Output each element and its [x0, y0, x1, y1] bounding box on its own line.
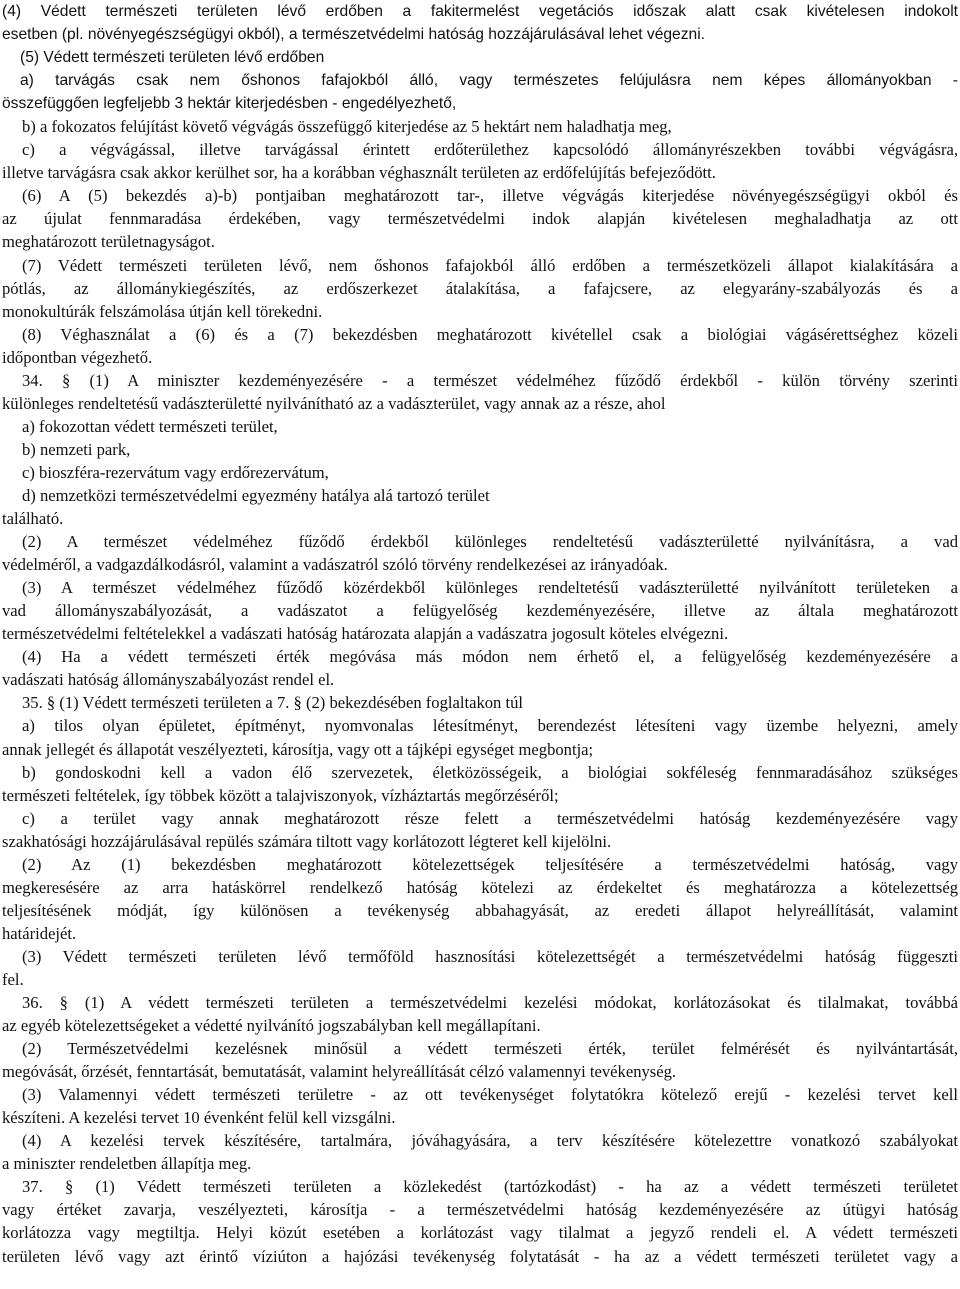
text-line: illetve tarvágásra csak akkor kerülhet sor, ha a korábban véghasznált területen az erdőfelújítás befejeződött.: [2, 163, 716, 183]
text-line: b) nemzeti park,: [22, 439, 131, 459]
text-line: d) nemzetközi természetvédelmi egyezmény hatálya alá tartozó terület: [22, 485, 490, 505]
text-block: [2, 115, 958, 1267]
text-line: határidejét.: [2, 923, 77, 943]
text-line: (8) Véghasználat a (6) és a (7) bekezdésben meghatározott kivétellel csak a biológiai vágásérettséghez közeli: [22, 324, 958, 344]
text-line: fel.: [2, 969, 24, 989]
text-line: (4) Ha a védett természeti érték megóvása más módon nem érhető el, a felügyelőség kezdeményezésére a: [22, 647, 958, 667]
text-line: annak jellegét és állapotát veszélyezteti, károsítja, vagy ott a tájképi egységet megbontja;: [2, 739, 594, 759]
text-line: meghatározott területnagyságot.: [2, 232, 215, 252]
text-line: a miniszter rendeletben állapítja meg.: [2, 1154, 252, 1174]
text-line: az újulat fennmaradása érdekében, vagy természetvédelmi indok alapján kivételesen meghaladhatja az ott: [2, 209, 958, 229]
text-line: 35. § (1) Védett természeti területen a 7. § (2) bekezdésében foglaltakon túl: [22, 693, 524, 713]
text-line: (3) Valamennyi védett természeti területre - az ott tevékenységet folytatókra kötelező erejű - kezelési tervet kell: [22, 1085, 958, 1105]
text-line: monokultúrák felszámolása útján kell törekedni.: [2, 301, 323, 321]
text-line: (4) A kezelési tervek készítésére, tartalmára, jóváhagyására, a terv készítésére kötelezettre vonatkozó szabályokat: [22, 1131, 958, 1151]
text-line: teljesítésének módját, így különösen a tevékenység abbahagyását, az eredeti állapot helyreállítását, valamint: [2, 900, 958, 920]
text-line: (6) A (5) bekezdés a)-b) pontjaiban meghatározott tar-, illetve végvágás kiterjedése növényegészségügyi okból és: [22, 186, 958, 206]
text-line: természeti feltételek, így többek között a talajviszonyok, vízháztartás megőrzéséről;: [2, 785, 559, 805]
text-line: a) fokozottan védett természeti terület,: [22, 416, 278, 436]
text-line: 37. § (1) Védett természeti területen a közlekedést (tartózkodást) - ha az a védett természeti területet: [22, 1177, 958, 1197]
text-line: vadászati hatóság állományszabályozást rendel el.: [2, 670, 335, 690]
text-line: területen lévő vagy azt érintő víziúton a hajózási tevékenység folytatását - ha az a védett természeti területet vagy a: [2, 1246, 958, 1266]
text-line: (4) Védett természeti területen lévő erdőben a fakitermelést vegetációs időszak alatt csak kivételesen indokolt: [2, 3, 958, 20]
text-line: szakhatósági hozzájárulásával repülés számára tiltott vagy korlátozott légteret kell kijelölni.: [2, 831, 612, 851]
text-line: védelméről, a vadgazdálkodásról, valamint a vadászatról szóló törvény rendelkezései az irányadóak.: [2, 555, 668, 575]
text-line: korlátozza vagy megtiltja. Helyi közút esetében a korlátozást vagy tilalmat a jegyző rendeli el. A védett természeti: [2, 1223, 958, 1243]
text-line: időpontban végezhető.: [2, 347, 153, 367]
text-line: megkeresésére az arra hatáskörrel rendelkező hatóság kötelezi az érdekeltet és meghatározza a kötelezettség: [2, 877, 958, 897]
text-line: vad állományszabályozását, a vadászatot a felügyelőség kezdeményezésére, illetve az általa meghatározott: [2, 601, 958, 621]
text-line: (2) Az (1) bekezdésben meghatározott kötelezettségek teljesítésére a természetvédelmi hatóság, vagy: [22, 854, 958, 874]
text-line: 34. § (1) A miniszter kezdeményezésére - a természet védelméhez fűződő érdekből - külön törvény szerinti: [22, 370, 958, 390]
text-line: vagy értéket zavarja, veszélyezteti, károsítja - a természetvédelmi hatóság kezdeményezésére az útügyi hatóság: [2, 1200, 958, 1220]
text-line: különleges rendeltetésű vadászterületté nyilvánítható az a vadászterület, vagy annak az a része, ahol: [2, 393, 666, 413]
text-line: (2) A természet védelméhez fűződő érdekből különleges rendeltetésű vadászterületté nyilvánításra, a vad: [22, 532, 958, 552]
text-line: (3) A természet védelméhez fűződő közérdekből különleges rendeltetésű vadászterületté nyilvánított területeken a: [22, 578, 958, 598]
text-line: esetben (pl. növényegészségügyi okból), a természetvédelmi hatóság hozzájárulásával lehet végezni.: [2, 26, 705, 44]
text-line: (3) Védett természeti területen lévő termőföld hasznosítási kötelezettségét a természetvédelmi hatóság függeszti: [22, 946, 958, 966]
text-line: pótlás, az állománykiegészítés, az erdőszerkezet átalakítása, a fafajcsere, az elegyarány-szabályozás és a: [2, 278, 958, 298]
text-line: (7) Védett természeti területen lévő, nem őshonos fafajokból álló erdőben a természetközeli állapot kialakítására a: [22, 255, 958, 275]
text-line: 36. § (1) A védett természeti területen a természetvédelmi kezelési módokat, korlátozásokat és tilalmakat, továbbá: [22, 993, 958, 1013]
text-line: az egyéb kötelezettségeket a védetté nyilvánító jogszabályban kell megállapítani.: [2, 1016, 541, 1036]
text-line: c) a végvágással, illetve tarvágással érintett erdőterülethez kapcsolódó állományrészekben további végvágásra,: [22, 140, 958, 160]
text-line: c) a terület vagy annak meghatározott része felett a természetvédelmi hatóság kezdeményezésére vagy: [22, 808, 958, 828]
text-line: b) a fokozatos felújítást követő végvágás összefüggő kiterjedése az 5 hektárt nem haladhatja meg,: [22, 117, 672, 137]
text-line: készíteni. A kezelési tervet 10 évenként felül kell vizsgálni.: [2, 1108, 396, 1128]
text-line: b) gondoskodni kell a vadon élő szervezetek, életközösségeik, a biológiai sokféleség fennmaradásához szükséges: [22, 762, 958, 782]
text-line: (2) Természetvédelmi kezelésnek minősül a védett természeti érték, terület felmérését és nyilvántartását,: [22, 1039, 958, 1059]
text-line: található.: [2, 509, 64, 529]
text-line: (5) Védett természeti területen lévő erdőben: [20, 49, 325, 67]
text-block: [2, 0, 958, 115]
text-line: a) tarvágás csak nem őshonos fafajokból álló, vagy természetes felújulásra nem képes állományokban -: [20, 72, 958, 90]
text-line: megóvását, őrzését, fenntartását, bemutatását, valamint helyreállítását célzó valamennyi tevékenység.: [2, 1062, 677, 1082]
text-line: c) bioszféra-rezervátum vagy erdőrezervátum,: [22, 462, 329, 482]
text-line: a) tilos olyan épületet, építményt, nyomvonalas létesítményt, berendezést létesíteni vagy üzembe helyezni, amely: [22, 716, 958, 736]
text-line: összefüggően legfeljebb 3 hektár kiterjedésben - engedélyezhető,: [2, 95, 457, 113]
text-line: természetvédelmi feltételekkel a vadászati hatóság határozata alapján a vadászatra jogosult köteles elvégezni.: [2, 624, 729, 644]
